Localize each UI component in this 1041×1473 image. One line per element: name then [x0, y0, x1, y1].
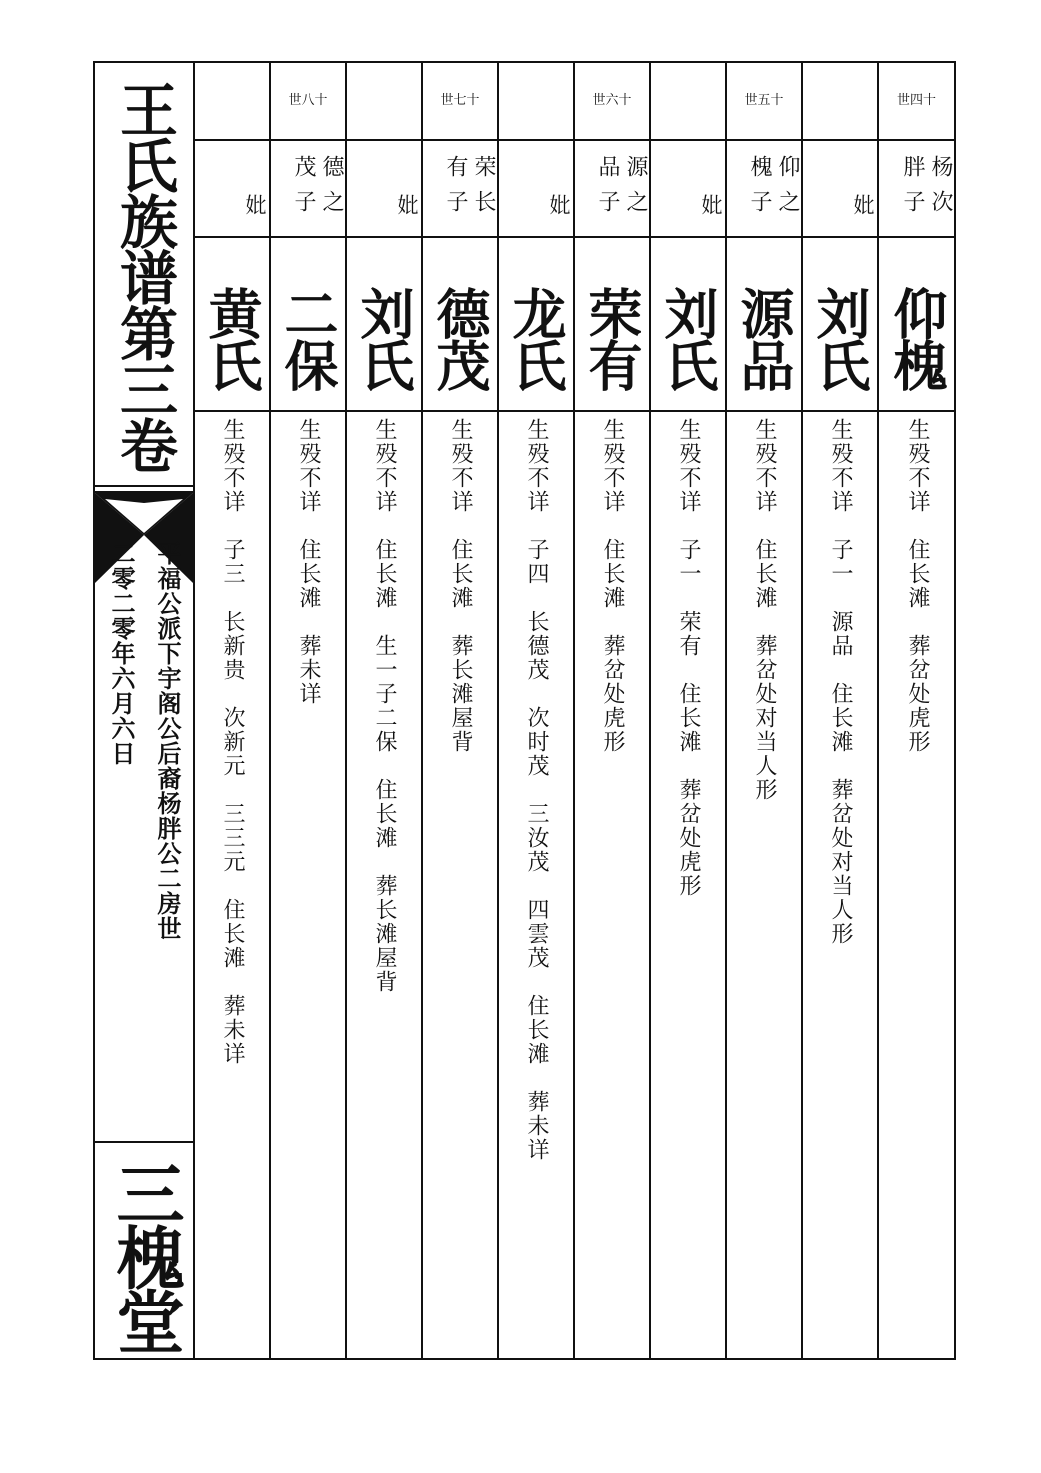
- relation-text: [499, 169, 573, 239]
- relation-part: 荣有: [443, 155, 496, 177]
- relation-text: [803, 169, 877, 239]
- relation-part: 杨胖: [900, 155, 953, 177]
- relation-cell: [271, 141, 345, 238]
- person-biography: 生殁不详 住长滩 葬未详: [296, 418, 321, 706]
- person-name: 荣有: [575, 238, 649, 412]
- lineage-column: [499, 63, 575, 1358]
- person-name: 德茂: [423, 238, 497, 412]
- generation-label: 世八十: [271, 63, 345, 141]
- relation-cell: [727, 141, 801, 238]
- person-name: 龙氏: [499, 238, 573, 412]
- book-title: 王氏族谱第三卷: [95, 63, 193, 487]
- person-biography: 生殁不详 住长滩 葬岔处对当人形: [752, 418, 777, 802]
- relation-part: 妣: [243, 193, 267, 215]
- generation-label: [195, 63, 269, 141]
- relation-part: 德茂: [291, 155, 344, 177]
- relation-part: 长子: [443, 190, 496, 212]
- person-name: 源品: [727, 238, 801, 412]
- relation-part: 源品: [595, 155, 648, 177]
- relation-part: 妣: [699, 193, 723, 215]
- lineage-column: [879, 63, 954, 1358]
- relation-cell: [879, 141, 954, 238]
- lineage-column: [423, 63, 499, 1358]
- genealogy-page-frame: [93, 61, 956, 1360]
- relation-part: 妣: [547, 193, 571, 215]
- person-biography: 生殁不详 子一 源品 住长滩 葬岔处对当人形: [828, 418, 853, 946]
- generation-label: 世五十: [727, 63, 801, 141]
- title-panel: [95, 63, 195, 1358]
- relation-text: [575, 155, 649, 225]
- relation-part: 之子: [747, 190, 800, 212]
- person-biography: 生殁不详 住长滩 葬岔处虎形: [905, 418, 930, 754]
- generation-label: [347, 63, 421, 141]
- hall-name-box: [95, 1141, 193, 1360]
- compiled-date: 二零二零年六月六日: [107, 541, 136, 766]
- generation-label: 世四十: [879, 63, 954, 141]
- relation-text: [423, 155, 497, 225]
- lineage-column: [803, 63, 879, 1358]
- relation-cell: [651, 141, 725, 238]
- person-name: 刘氏: [347, 238, 421, 412]
- person-biography: 生殁不详 子三 长新贵 次新元 三三元 住长滩 葬未详: [220, 418, 245, 1066]
- lineage-column: [271, 63, 347, 1358]
- person-biography: 生殁不详 住长滩 葬长滩屋背: [448, 418, 473, 754]
- lineage-subtitle: 平福公派下宇阁公后裔杨胖公二房世: [153, 541, 182, 941]
- relation-text: [651, 169, 725, 239]
- person-biography: 生殁不详 子四 长德茂 次时茂 三汝茂 四雲茂 住长滩 葬未详: [524, 418, 549, 1162]
- person-name: 黄氏: [195, 238, 269, 412]
- generation-label: [803, 63, 877, 141]
- generation-label: 世七十: [423, 63, 497, 141]
- relation-part: 仰槐: [747, 155, 800, 177]
- person-biography: 生殁不详 住长滩 生一子二保 住长滩 葬长滩屋背: [372, 418, 397, 994]
- relation-text: [271, 155, 345, 225]
- generation-label: 世六十: [575, 63, 649, 141]
- generation-label: [499, 63, 573, 141]
- relation-part: 次子: [900, 190, 953, 212]
- relation-cell: [803, 141, 877, 238]
- relation-text: [347, 169, 421, 239]
- relation-part: 妣: [395, 193, 419, 215]
- relation-text: [879, 155, 954, 225]
- hall-name: 三槐堂: [105, 1158, 185, 1351]
- person-name: 仰槐: [879, 238, 954, 412]
- person-biography: 生殁不详 住长滩 葬岔处虎形: [600, 418, 625, 754]
- person-name: 刘氏: [803, 238, 877, 412]
- lineage-column: [575, 63, 651, 1358]
- relation-part: 之子: [595, 190, 648, 212]
- relation-part: 妣: [851, 193, 875, 215]
- relation-cell: [575, 141, 649, 238]
- relation-cell: [499, 141, 573, 238]
- person-name: 二保: [271, 238, 345, 412]
- relation-cell: [195, 141, 269, 238]
- lineage-column: [347, 63, 423, 1358]
- person-name: 刘氏: [651, 238, 725, 412]
- relation-text: [195, 169, 269, 239]
- lineage-column: [195, 63, 271, 1358]
- person-biography: 生殁不详 子一 荣有 住长滩 葬岔处虎形: [676, 418, 701, 898]
- lineage-column: [727, 63, 803, 1358]
- generation-label: [651, 63, 725, 141]
- relation-cell: [347, 141, 421, 238]
- relation-text: [727, 155, 801, 225]
- relation-part: 之子: [291, 190, 344, 212]
- relation-cell: [423, 141, 497, 238]
- lineage-column: [651, 63, 727, 1358]
